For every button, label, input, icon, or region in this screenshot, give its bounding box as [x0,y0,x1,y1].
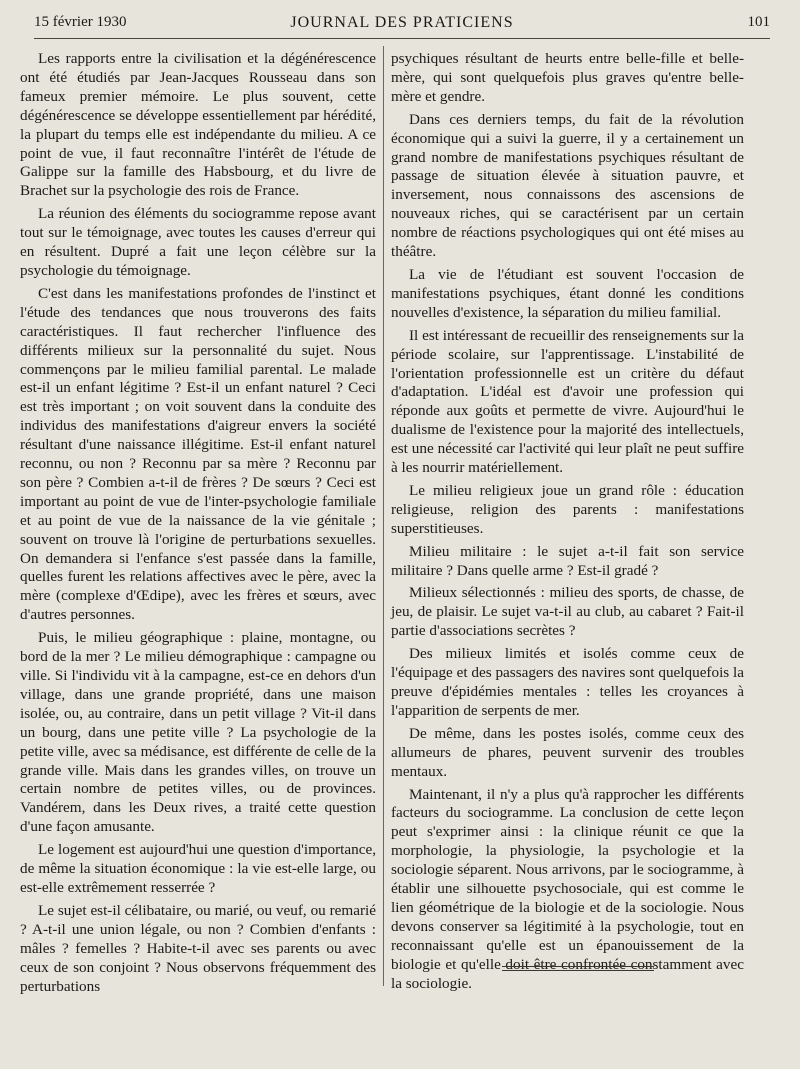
paragraph: Milieu militaire : le sujet a-t-il fait son service militaire ? Dans quelle arme ? Est-il gradé ? [391,542,744,579]
paragraph: Puis, le milieu géographique : plaine, montagne, ou bord de la mer ? Le milieu démographique : campagne ou ville. Si l'individu vit à la campagne, est-ce en dehors d'un village, dans une grande propriété, dans une maison isolée, ou, au contraire, dans un petit village ? Vit-il dans un bourg, dans une petite ville ? La psychologie de la petite ville, avec sa médisance, est différente de celle de la grande ville. Mais dans les grandes villes, on trouve un certain nombre de petites villes, ou de provinces. Vandérem, dans les Deux rives, a traité cette question d'une façon amusante. [20,629,376,836]
paragraph: La vie de l'étudiant est souvent l'occasion de manifestations psychiques, étant donné les conditions nouvelles d'existence, la séparation du milieu familial. [391,265,744,321]
paragraph: Milieux sélectionnés : milieu des sports, de chasse, de jeu, de plaisir. Le sujet va-t-il au club, au cabaret ? Fait-il partie d'associations secrètes ? [391,584,744,640]
journal-title: JOURNAL DES PRATICIENS [290,14,514,31]
paragraph: C'est dans les manifestations profondes de l'instinct et l'étude des tendances que nous trouverons des faits caractéristiques. Il faut rechercher l'influence des différents milieux sur la personnalité du sujet. Nous commençons par le milieu familial parental. Le malade est-il un enfant légitime ? Est-il un enfant naturel ? Ceci est très important ; on voit souvent dans la conduite des individus des manifestations d'aigreur envers la société résultant d'une naissance illégitime. Est-il enfant naturel reconnu, ou non ? Reconnu par sa mère ? Reconnu par son père ? Combien a-t-il de frères ? De sœurs ? Ceci est important au point de vue de l'inter-psychologie familiale et au point de vue de la naissance de la vie génitale ; souvent on trouve là l'origine de perturbations sexuelles. On demandera si l'enfance s'est passée dans la famille, quelles furent les relations affectives avec le père, avec la mère (complexe d'Œdipe), avec les frères et sœurs, avec d'autres personnes. [20,284,376,624]
right-column [391,50,744,994]
paragraph: Le milieu religieux joue un grand rôle : éducation religieuse, religion des parents : manifestations superstitieuses. [391,481,744,537]
page-number: 101 [747,14,770,30]
paragraph: Maintenant, il n'y a plus qu'à rapprocher les différents facteurs du sociogramme. La conclusion de cette leçon peut s'exprimer ainsi : la clinique réunit ce que la morphologie, la physiologie, la psychologie et la sociologie séparent. Nous arrivons, par le sociogramme, à établir une silhouette psychosociale, qui est comme le lien géométrique de la biologie et de la sociologie. Nous devons conserver sa légitimité à la psychologie, tout en reconnaissant qu'elle est un épanouissement de la biologie et qu'elle doit être confrontée constamment avec la sociologie. [391,785,744,992]
paragraph: Dans ces derniers temps, du fait de la révolution économique qui a suivi la guerre, il y a certainement un grand nombre de manifestations psychiques résultant de passage de situation élevée à situation pauvre, et inversement, nous connaissons des ascensions de nouveaux riches, qui se caractérisent par un certain nombre de réactions psychologiques qui ont été mises au théâtre. [391,110,744,261]
paragraph-continuation: psychiques résultant de heurts entre belle-fille et belle-mère, qui sont quelquefois plus graves qu'entre belle-mère et gendre. [391,50,744,105]
paragraph: Le logement est aujourd'hui une question d'importance, de même la situation économique : la vie est-elle large, ou est-elle extrêmement resserrée ? [20,841,376,896]
end-rule [502,970,654,971]
issue-date: 15 février 1930 [34,14,127,30]
left-column [20,50,376,996]
paragraph: La réunion des éléments du sociogramme repose avant tout sur le témoignage, avec toutes les causes d'erreur qui en résultent. Dupré a fait une leçon célèbre sur la psychologie du témoignage. [20,205,376,279]
running-header [34,14,770,36]
end-rule [502,966,654,967]
paragraph: Il est intéressant de recueillir des renseignements sur la période scolaire, sur l'apprentissage. L'instabilité de l'orientation professionnelle est un critère du défaut d'adaptation. L'idéal est d'avoir une profession qui réponde aux goûts et permette de vivre. Aujourd'hui le dualisme de l'existence pour la majorité des intellectuels, est une nécessité car l'activité qui leur plaît ne peut suffire à les nourrir matériellement. [391,326,744,477]
paragraph: Des milieux limités et isolés comme ceux de l'équipage et des passagers des navires sont quelquefois la preuve d'épidémies mentales : telles les croyances à l'apparition de serpents de mer. [391,645,744,719]
column-divider [383,46,384,986]
paragraph: Le sujet est-il célibataire, ou marié, ou veuf, ou remarié ? A-t-il une union légale, ou non ? Combien d'enfants : mâles ? femelles ? Habite-t-il avec ses parents ou avec ceux de son conjoint ? Nous observons fréquemment des perturbations [20,901,376,995]
paragraph: Les rapports entre la civilisation et la dégénérescence ont été étudiés par Jean-Jacques Rousseau dans son fameux premier mémoire. Le plus souvent, cette dégénérescence se développe essentiellement par hérédité, la plupart du temps elle est indépendante du milieu. A ce point de vue, il faut reconnaître l'intérêt de l'étude de Galippe sur la famille des Habsbourg, et du livre de Brachet sur la psychologie des rois de France. [20,50,376,200]
paragraph: De même, dans les postes isolés, comme ceux des allumeurs de phares, peuvent survenir des troubles mentaux. [391,724,744,780]
header-rule [34,38,770,39]
